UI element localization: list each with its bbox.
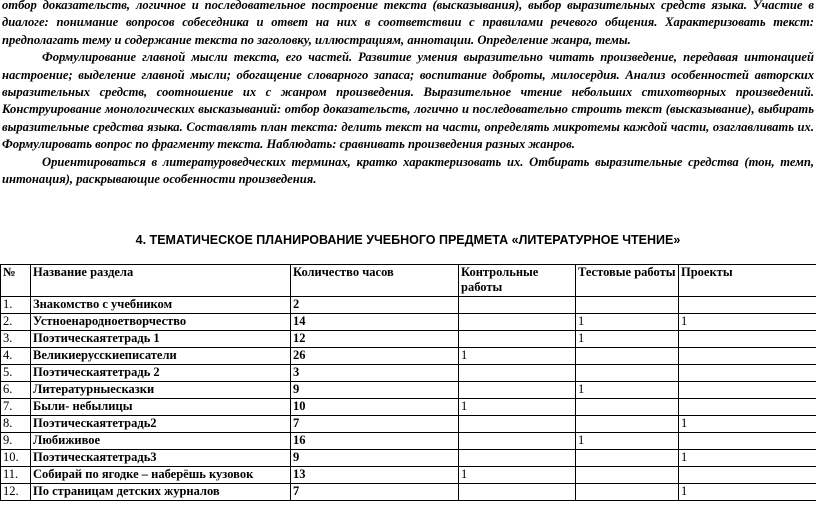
cell-control-works (459, 365, 576, 382)
cell-row-number: 10. (1, 450, 31, 467)
cell-row-number: 1. (1, 297, 31, 314)
cell-control-works (459, 314, 576, 331)
table-header-row (1, 265, 816, 297)
table-row (1, 450, 816, 467)
header-control-works: Контрольные работы (459, 265, 576, 297)
cell-projects (679, 467, 816, 484)
cell-section-name: Поэтическаятетрадь 1 (31, 331, 291, 348)
cell-row-number: 12. (1, 484, 31, 501)
cell-hours: 16 (291, 433, 459, 450)
cell-hours: 3 (291, 365, 459, 382)
cell-row-number: 6. (1, 382, 31, 399)
cell-test-works: 1 (576, 433, 679, 450)
cell-section-name: Были- небылицы (31, 399, 291, 416)
cell-projects (679, 399, 816, 416)
cell-row-number: 2. (1, 314, 31, 331)
cell-row-number: 7. (1, 399, 31, 416)
cell-projects: 1 (679, 450, 816, 467)
cell-projects (679, 297, 816, 314)
table-row (1, 484, 816, 501)
cell-hours: 12 (291, 331, 459, 348)
cell-test-works (576, 365, 679, 382)
cell-control-works (459, 416, 576, 433)
cell-hours: 9 (291, 450, 459, 467)
cell-projects: 1 (679, 314, 816, 331)
cell-hours: 7 (291, 416, 459, 433)
cell-row-number: 8. (1, 416, 31, 433)
cell-test-works (576, 484, 679, 501)
cell-hours: 14 (291, 314, 459, 331)
cell-control-works (459, 382, 576, 399)
cell-section-name: По страницам детских журналов (31, 484, 291, 501)
table-body (1, 297, 816, 501)
cell-row-number: 11. (1, 467, 31, 484)
header-test-works: Тестовые работы (576, 265, 679, 297)
cell-section-name: Устноенароднoетворчество (31, 314, 291, 331)
cell-control-works (459, 450, 576, 467)
table-row (1, 433, 816, 450)
header-hours: Количество часов (291, 265, 459, 297)
cell-test-works (576, 399, 679, 416)
section-heading: 4. ТЕМАТИЧЕСКОЕ ПЛАНИРОВАНИЕ УЧЕБНОГО ПРЕДМЕТА «ЛИТЕРАТУРНОЕ ЧТЕНИЕ» (135, 233, 681, 247)
table-row (1, 467, 816, 484)
cell-hours: 26 (291, 348, 459, 365)
table-row (1, 382, 816, 399)
cell-hours: 7 (291, 484, 459, 501)
cell-projects (679, 331, 816, 348)
cell-test-works (576, 348, 679, 365)
table-row (1, 399, 816, 416)
cell-row-number: 3. (1, 331, 31, 348)
cell-section-name: Собирай по ягодке – наберёшь кузовок (31, 467, 291, 484)
cell-control-works (459, 433, 576, 450)
cell-test-works (576, 467, 679, 484)
cell-control-works: 1 (459, 399, 576, 416)
cell-control-works (459, 331, 576, 348)
cell-test-works (576, 450, 679, 467)
header-projects: Проекты (679, 265, 816, 297)
cell-test-works: 1 (576, 331, 679, 348)
text-block (2, 0, 814, 188)
cell-projects: 1 (679, 416, 816, 433)
cell-projects: 1 (679, 484, 816, 501)
cell-row-number: 9. (1, 433, 31, 450)
cell-projects (679, 433, 816, 450)
cell-test-works: 1 (576, 314, 679, 331)
header-number: № (1, 265, 31, 297)
cell-test-works (576, 416, 679, 433)
cell-row-number: 4. (1, 348, 31, 365)
cell-control-works (459, 484, 576, 501)
header-section-name: Название раздела (31, 265, 291, 297)
cell-test-works (576, 297, 679, 314)
planning-table (0, 264, 816, 501)
cell-hours: 13 (291, 467, 459, 484)
cell-section-name: Поэтическаятетрадь3 (31, 450, 291, 467)
cell-section-name: Знакомство с учебником (31, 297, 291, 314)
cell-control-works: 1 (459, 467, 576, 484)
cell-hours: 10 (291, 399, 459, 416)
cell-row-number: 5. (1, 365, 31, 382)
table-row (1, 331, 816, 348)
cell-control-works: 1 (459, 348, 576, 365)
table-row (1, 365, 816, 382)
cell-hours: 2 (291, 297, 459, 314)
cell-test-works: 1 (576, 382, 679, 399)
cell-projects (679, 348, 816, 365)
table-row (1, 297, 816, 314)
cell-hours: 9 (291, 382, 459, 399)
paragraph: отбор доказательств, логичное и последовательное построение текста (высказывания), выбор выразительных средств языка. Участие в диалоге: понимание вопросов собеседника и ответ на них в соответствии с правилами речевого общения. Характеризовать текст: предполагать тему и содержание текста по заголовку, иллюстрациям, аннотации. Определение жанра, темы. (2, 0, 814, 47)
table-row (1, 348, 816, 365)
cell-projects (679, 365, 816, 382)
cell-section-name: Поэтическаятетрадь 2 (31, 365, 291, 382)
cell-projects (679, 382, 816, 399)
cell-section-name: Великиерусскиеписатели (31, 348, 291, 365)
table-row (1, 314, 816, 331)
cell-section-name: Литературныесказки (31, 382, 291, 399)
cell-control-works (459, 297, 576, 314)
cell-section-name: Поэтическаятетрадь2 (31, 416, 291, 433)
paragraph: Формулирование главной мысли текста, его частей. Развитие умения выразительно читать произведение, передавая интонацией настроение; выделение главной мысли; обогащение словарного запаса; воспитание доброты, милосердия. Анализ особенностей авторских выразительных средств, соотношение их с жанром произведения. Выразительное чтение небольших стихотворных произведений. Конструирование монологических высказываний: отбор доказательств, логично и последовательно строить текст (высказывание), выбирать выразительные средства языка. Составлять план текста: делить текст на части, определять микротемы каждой части, озаглавливать их. Формулировать вопрос по фрагменту текста. Наблюдать: сравнивать произведения разных жанров. (2, 50, 814, 152)
paragraph: Ориентироваться в литературоведческих терминах, кратко характеризовать их. Отбирать выразительные средства (тон, темп, интонация), раскрывающие особенности произведения. (2, 154, 814, 187)
table-row (1, 416, 816, 433)
cell-section-name: Любиживое (31, 433, 291, 450)
